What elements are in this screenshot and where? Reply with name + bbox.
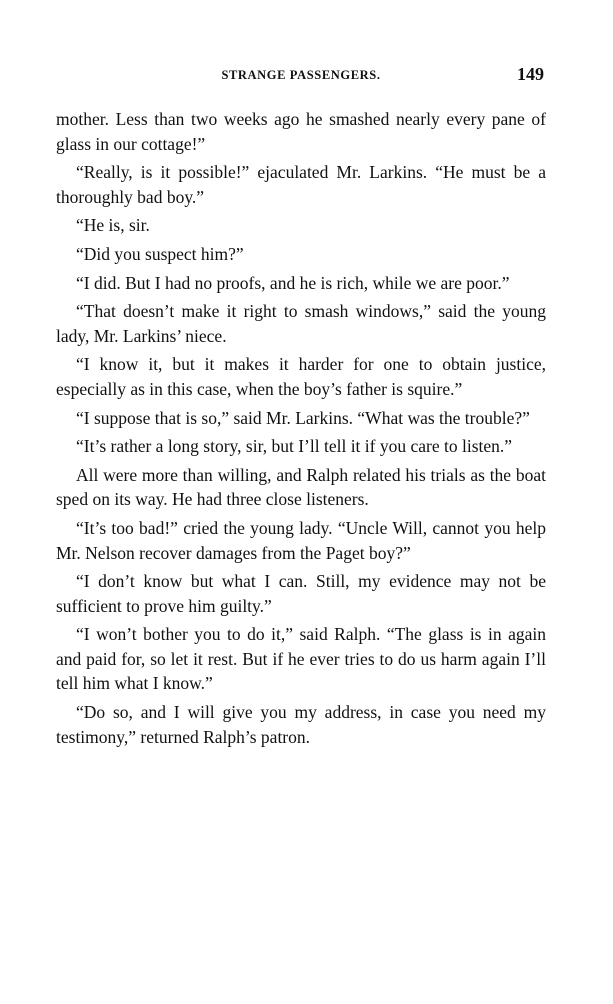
page-number: 149 bbox=[517, 64, 544, 84]
running-head: STRANGE PASSENGERS. bbox=[221, 68, 381, 82]
paragraph: “I did. But I had no proofs, and he is rich, while we are poor.” bbox=[76, 272, 510, 293]
paragraph: “That doesn’t make it right to smash windows,” said the young lady, Mr. Larkins’ niece. bbox=[56, 301, 546, 346]
paragraph: “I don’t know but what I can. Still, my evidence may not be sufficient to prove him guilty.” bbox=[56, 571, 546, 616]
paragraph: “I won’t bother you to do it,” said Ralph. “The glass is in again and paid for, so let it rest. But if he ever tries to do us harm again I’ll tell him what I know.” bbox=[56, 624, 546, 694]
paragraph: All were more than willing, and Ralph related his trials as the boat sped on its way. He had three close listeners. bbox=[56, 464, 546, 510]
paragraph: mother. Less than two weeks ago he smashed nearly every pane of glass in our cottage!” bbox=[56, 109, 546, 154]
paragraph: “It’s too bad!” cried the young lady. “Uncle Will, cannot you help Mr. Nelson recover damages from the Paget boy?” bbox=[56, 517, 546, 563]
page-header bbox=[56, 64, 546, 88]
body-text bbox=[56, 107, 546, 753]
paragraph: “I know it, but it makes it harder for one to obtain justice, especially as in this case, when the boy’s father is squire.” bbox=[56, 354, 546, 399]
paragraph: “Do so, and I will give you my address, in case you need my testimony,” returned Ralph’s patron. bbox=[56, 702, 546, 747]
paragraph: “Really, is it possible!” ejaculated Mr. Larkins. “He must be a thoroughly bad boy.” bbox=[56, 162, 546, 207]
paragraph: “Did you suspect him?” bbox=[76, 243, 244, 264]
paragraph: “He is, sir. bbox=[76, 215, 150, 236]
paragraph: “I suppose that is so,” said Mr. Larkins. “What was the trouble?” bbox=[76, 407, 530, 428]
paragraph: “It’s rather a long story, sir, but I’ll tell it if you care to listen.” bbox=[76, 436, 513, 457]
